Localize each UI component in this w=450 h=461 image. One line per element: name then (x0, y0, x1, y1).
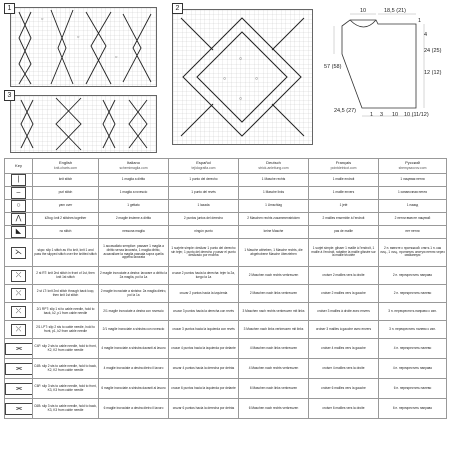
c6b-cable-icon: ⫘ (5, 403, 33, 415)
knitting-chart-3 (10, 95, 157, 153)
table-row (5, 239, 447, 267)
cell-espanol: 2 puntos juntos del derecho (169, 213, 239, 226)
measure-11: 10 (392, 112, 399, 118)
cell-deutsch: 4 Maschen nach rechts verkreuzen (239, 359, 309, 379)
header-deutsch: Deutsch strick-anleitung.com (239, 159, 309, 174)
svg-text:○: ○ (239, 56, 243, 62)
cell-russian: 1 накид (379, 200, 447, 213)
key-symbol (5, 321, 33, 339)
measure-3: 1 (418, 18, 422, 24)
cell-espanol: cruzar 3 puntos hacia la izquierda con revés (169, 321, 239, 339)
c4f-cable-icon: ⫘ (5, 343, 33, 355)
cell-italiano: 2/1 maglie incrociate a sinistra con rovescio (99, 321, 169, 339)
table-row (5, 339, 447, 359)
stitch-key-table (4, 158, 447, 419)
cell-english: C6B: slip 3 sts to cable needle, hold to back, K3, K3 from cable needle (33, 399, 99, 419)
cell-english: 2/1 LPT: slip 2 sts to cable needle, hold to front, p1, k2 from cable needle (33, 321, 99, 339)
cell-italiano: 2 maglie incrociate a destra: lavorare a diritto la 2a maglia, poi la 1a (99, 267, 169, 285)
header-row (5, 159, 447, 174)
knitting-chart-1 (10, 7, 157, 87)
key-symbol (5, 174, 33, 187)
key-symbol (5, 359, 33, 379)
cell-deutsch: 2 Maschen rechts zusammenstricken (239, 213, 309, 226)
yarn-over-icon: ○ (11, 200, 26, 212)
cell-espanol: ningún punto (169, 226, 239, 239)
knitting-chart-2 (172, 9, 313, 145)
header-key: Key (5, 159, 33, 174)
cell-deutsch: 1 Masche rechts (239, 174, 309, 187)
cell-francais: croiser 4 mailles vers la gauche (309, 339, 379, 359)
cell-italiano: 6 maglie incrociate a sinistra davanti al lavoro (99, 379, 169, 399)
cell-english: 2 st RT: knit 2nd stitch in front of 1st, then knit 1st stitch (33, 267, 99, 285)
cell-russian: 4 п. перекрестить налево (379, 339, 447, 359)
svg-text:○: ○ (239, 96, 243, 102)
cell-italiano: 4 maglie incrociate a sinistra davanti al lavoro (99, 339, 169, 359)
knit-stitch-icon: | (11, 174, 26, 186)
cell-english: C4F: slip 2 sts to cable needle, hold to front, K2, K2 from cable needle (33, 339, 99, 359)
cell-english: skpo: slip 1 stitch as if to knit, knit 1 and pass the slipped stitch over the knitted stitch (33, 239, 99, 267)
table-row (5, 187, 447, 200)
purl-stitch-icon: – (11, 187, 26, 199)
left-twist-icon: ⤬ (11, 288, 26, 300)
cell-francais: croiser 4 mailles vers la droite (309, 359, 379, 379)
cell-english: C6F: slip 3 sts to cable needle, hold to front, K3, K3 from cable needle (33, 379, 99, 399)
cell-russian: 6 п. перекрестить налево (379, 379, 447, 399)
cell-francais: 1 maille envers (309, 187, 379, 200)
cell-italiano: nessuna maglia (99, 226, 169, 239)
cell-english: k2tog: knit 2 stitches together (33, 213, 99, 226)
c6f-cable-icon: ⫘ (5, 383, 33, 395)
cell-italiano: 1 gettato (99, 200, 169, 213)
cell-english: 2 st LT: knit 2nd stitch through back loop, then knit 1st stitch (33, 285, 99, 303)
table-row (5, 321, 447, 339)
key-symbol (5, 399, 33, 419)
cell-espanol: 1 surjete simple: deslizar 1 punto del derecho sin tejer, 1 punto del derecho y pasar el punto deslizado por encima (169, 239, 239, 267)
table-row (5, 303, 447, 321)
cell-deutsch: 2 Maschen nach links verkreuzen (239, 285, 309, 303)
measure-4: 4 (424, 32, 428, 38)
cell-francais: 1 surjet simple: glisser 1 maille à l'endroit, 1 maille à l'endroit, rabattre la maille glissée sur la maille tricotée (309, 239, 379, 267)
cell-espanol: cruzar 2 puntos hacia la derecha: tejer la 2a, luego la 1a (169, 267, 239, 285)
key-symbol (5, 303, 33, 321)
c4b-cable-icon: ⫘ (5, 363, 33, 375)
cell-deutsch: 2 Maschen nach rechts verkreuzen (239, 267, 309, 285)
cell-deutsch: 3 Maschen nach links verkreuzen mit links (239, 321, 309, 339)
chart-2-label: 2 (172, 3, 183, 14)
measure-7: 12 (12) (424, 70, 442, 76)
cell-italiano: 1 maglia a rovescio (99, 187, 169, 200)
cell-russian: 3 п. перекрестить направо с изн. (379, 303, 447, 321)
cell-italiano: 1 maglia a diritto (99, 174, 169, 187)
svg-text:○: ○ (77, 34, 80, 39)
svg-text:○: ○ (115, 54, 118, 59)
table-row (5, 359, 447, 379)
header-italiano: Italiano schemimaglia.com (99, 159, 169, 174)
cell-espanol: 1 punto del revés (169, 187, 239, 200)
measure-1: 10 (360, 8, 367, 14)
cell-francais: pas de maille (309, 226, 379, 239)
table-row (5, 174, 447, 187)
key-symbol (5, 239, 33, 267)
key-symbol (5, 339, 33, 359)
measure-2: 18,5 (21) (384, 8, 407, 14)
chart-3-grid (11, 96, 156, 152)
cell-francais: 2 mailles ensemble à l'endroit (309, 213, 379, 226)
table-row (5, 399, 447, 419)
cell-russian: 1 изнаночная петля (379, 187, 447, 200)
cell-italiano: 2 maglie incrociate a sinistra: 2a maglia dietro, poi la 1a (99, 285, 169, 303)
cell-english: purl stitch (33, 187, 99, 200)
table-row (5, 285, 447, 303)
key-symbol (5, 213, 33, 226)
svg-text:○: ○ (41, 16, 44, 21)
table-row (5, 379, 447, 399)
cell-english: C4B: slip 2 sts to cable needle, hold to back, K2, K2 from cable needle (33, 359, 99, 379)
header-francais: Français pointdetricot.com (309, 159, 379, 174)
cell-italiano: 2 maglie insieme a diritto (99, 213, 169, 226)
cell-francais: croiser 2 mailles vers la gauche (309, 285, 379, 303)
table-row (5, 226, 447, 239)
cell-espanol: 1 punto del derecho (169, 174, 239, 187)
cell-english: 2/1 RPT: slip 1 st to cable needle, hold to back, k2, p1 from cable needle (33, 303, 99, 321)
cell-francais: croiser 6 mailles vers la gauche (309, 379, 379, 399)
cell-deutsch: 1 Umschlag (239, 200, 309, 213)
cell-english: no stitch (33, 226, 99, 239)
right-twist-icon: ⤫ (11, 270, 26, 282)
cell-deutsch: keine Masche (239, 226, 309, 239)
k2tog-icon: ⋀ (11, 213, 26, 225)
cell-francais: croiser 2 mailles vers la droite (309, 267, 379, 285)
measure-6: 57 (58) (324, 64, 342, 70)
cell-francais: 1 jeté (309, 200, 379, 213)
table-row (5, 213, 447, 226)
measure-12: 10 (11/12) (404, 112, 429, 118)
svg-text:○: ○ (223, 76, 227, 82)
table-row (5, 200, 447, 213)
cell-francais: 1 maille endroit (309, 174, 379, 187)
cell-espanol: cruzar 4 puntos hacia la derecha por detrás (169, 359, 239, 379)
no-stitch-icon: ◣ (11, 226, 26, 238)
cell-deutsch: 6 Maschen nach links verkreuzen (239, 379, 309, 399)
cell-espanol: cruzar 3 puntos hacia la derecha con revés (169, 303, 239, 321)
cell-espanol: cruzar 4 puntos hacia la izquierda por delante (169, 339, 239, 359)
chart-1-grid (11, 8, 156, 86)
schematic-outline (320, 4, 446, 122)
cell-francais: croiser 6 mailles vers la droite (309, 399, 379, 419)
measure-5: 24 (25) (424, 48, 442, 54)
cell-italiano: 4 maglie incrociate a destra dietro il lavoro (99, 359, 169, 379)
cell-russian: 2 п. перекрестить налево (379, 285, 447, 303)
cell-italiano: 1 accavallato semplice: passare 1 maglia a diritto senza lavorarla, 1 maglia diritto, accavallare la maglia passata sopra quella appena lavorata (99, 239, 169, 267)
cell-italiano: 6 maglie incrociate a destra dietro il lavoro (99, 399, 169, 419)
left-purl-twist-icon: ⤬ (11, 324, 26, 336)
key-symbol (5, 187, 33, 200)
chart-3-label: 3 (4, 90, 15, 101)
right-purl-twist-icon: ⤫ (11, 306, 26, 318)
measure-10: 3 (380, 112, 384, 118)
cell-italiano: 2/1 maglie incrociate a destra con rovescio (99, 303, 169, 321)
key-symbol (5, 226, 33, 239)
key-symbol (5, 200, 33, 213)
key-symbol (5, 267, 33, 285)
cell-russian: 3 п. перекрестить налево с изн. (379, 321, 447, 339)
cell-francais: croiser 3 mailles à gauche avec envers (309, 321, 379, 339)
cell-espanol: 1 lazada (169, 200, 239, 213)
cell-russian: нет петли (379, 226, 447, 239)
cell-deutsch: 1 Masche links (239, 187, 309, 200)
cell-russian: 1 лицевая петля (379, 174, 447, 187)
chart-2-grid (173, 10, 312, 144)
cell-deutsch: 3 Maschen nach rechts verkreuzen mit links (239, 303, 309, 321)
cell-deutsch: 4 Maschen nach links verkreuzen (239, 339, 309, 359)
header-espanol: Español tejidografia.com (169, 159, 239, 174)
cell-espanol: cruzar 6 puntos hacia la derecha por detrás (169, 399, 239, 419)
measure-9: 1 (370, 112, 374, 118)
cell-russian: 6 п. перекрестить направо (379, 399, 447, 419)
measure-8: 24,5 (27) (334, 108, 357, 114)
cell-deutsch: 6 Maschen nach rechts verkreuzen (239, 399, 309, 419)
key-symbol (5, 285, 33, 303)
key-symbol (5, 379, 33, 399)
cell-english: yarn over (33, 200, 99, 213)
header-english: English knit-charts.com (33, 159, 99, 174)
cell-deutsch: 1 Masche abheben, 1 Masche rechts, die abgehobene Masche überziehen (239, 239, 309, 267)
cell-russian: 4 п. перекрестить направо (379, 359, 447, 379)
garment-schematic (320, 4, 446, 122)
cell-espanol: cruzar 2 puntos hacia la izquierda (169, 285, 239, 303)
chart-1-label: 1 (4, 3, 15, 14)
cell-russian: 2 п. вместе с протяжкой: снять 1 п. как лиц., 1 лиц., протянуть снятую петлю через связанную (379, 239, 447, 267)
table-row (5, 267, 447, 285)
cell-russian: 2 п. перекрестить направо (379, 267, 447, 285)
cell-english: knit stitch (33, 174, 99, 187)
cell-espanol: cruzar 6 puntos hacia la izquierda por delante (169, 379, 239, 399)
cell-francais: croiser 3 mailles à droite avec envers (309, 303, 379, 321)
skpo-icon: ⋋ (11, 247, 26, 259)
header-russian: Русский shemyazovov.com (379, 159, 447, 174)
svg-text:○: ○ (255, 76, 259, 82)
cell-russian: 2 петли вместе лицевой (379, 213, 447, 226)
